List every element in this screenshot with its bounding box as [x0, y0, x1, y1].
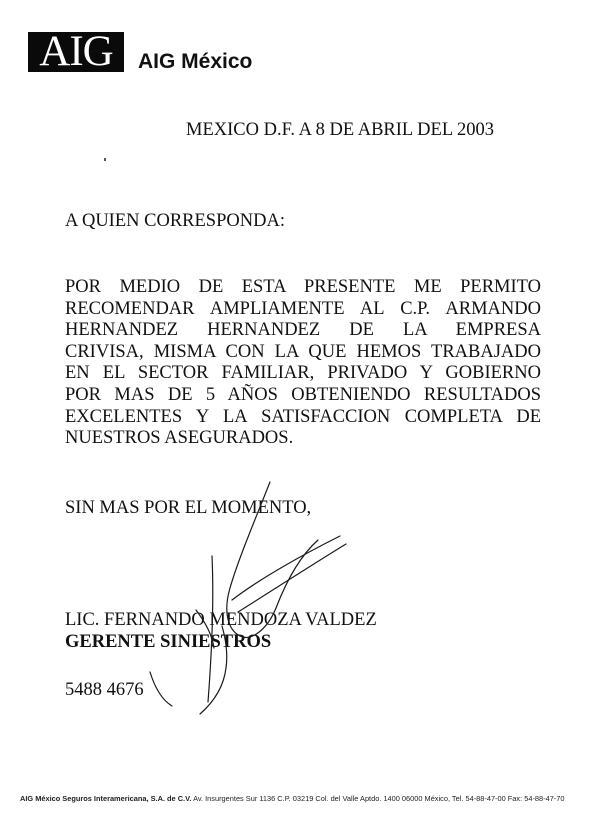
body-line: EN EL SECTOR FAMILIAR, PRIVADO Y GOBIERNO	[65, 363, 541, 384]
company-name: AIG México	[138, 50, 253, 73]
footer	[20, 794, 586, 803]
letter-body	[65, 277, 541, 450]
scan-speck	[104, 158, 106, 161]
signer-title: GERENTE SINIESTROS	[65, 632, 272, 652]
signature-stroke	[238, 544, 346, 612]
footer-company: AIG México Seguros Interamericana, S.A. de C.V.	[20, 794, 192, 803]
body-line: RECOMENDAR AMPLIAMENTE AL C.P. ARMANDO	[65, 298, 541, 319]
date-line: MEXICO D.F. A 8 DE ABRIL DEL 2003	[186, 120, 495, 140]
footer-address: Av. Insurgentes Sur 1136 C.P. 03219 Col. del Valle Aptdo. 1400 06000 México, Tel. 54-88-47-00 Fax: 54-88-47-70	[193, 794, 565, 803]
body-line: EXCELENTES Y LA SATISFACCION COMPLETA DE	[65, 406, 541, 427]
salutation: A QUIEN CORRESPONDA:	[65, 211, 285, 231]
body-line: POR MEDIO DE ESTA PRESENTE ME PERMITO	[65, 277, 541, 297]
body-line: HERNANDEZ HERNANDEZ DE LA EMPRESA	[65, 320, 541, 341]
signature-stroke	[150, 672, 172, 706]
body-line: POR MAS DE 5 AÑOS OBTENIENDO RESULTADOS	[65, 384, 541, 405]
closing-line: SIN MAS POR EL MOMENTO,	[65, 498, 312, 518]
signature-stroke	[232, 536, 340, 600]
aig-logo: AIG	[28, 32, 124, 72]
body-line: NUESTROS ASEGURADOS.	[65, 428, 294, 449]
signer-name: LIC. FERNANDO MENDOZA VALDEZ	[65, 610, 377, 630]
signer-phone: 5488 4676	[65, 680, 144, 700]
body-line: CRIVISA, MISMA CON LA QUE HEMOS TRABAJADO	[65, 341, 541, 362]
